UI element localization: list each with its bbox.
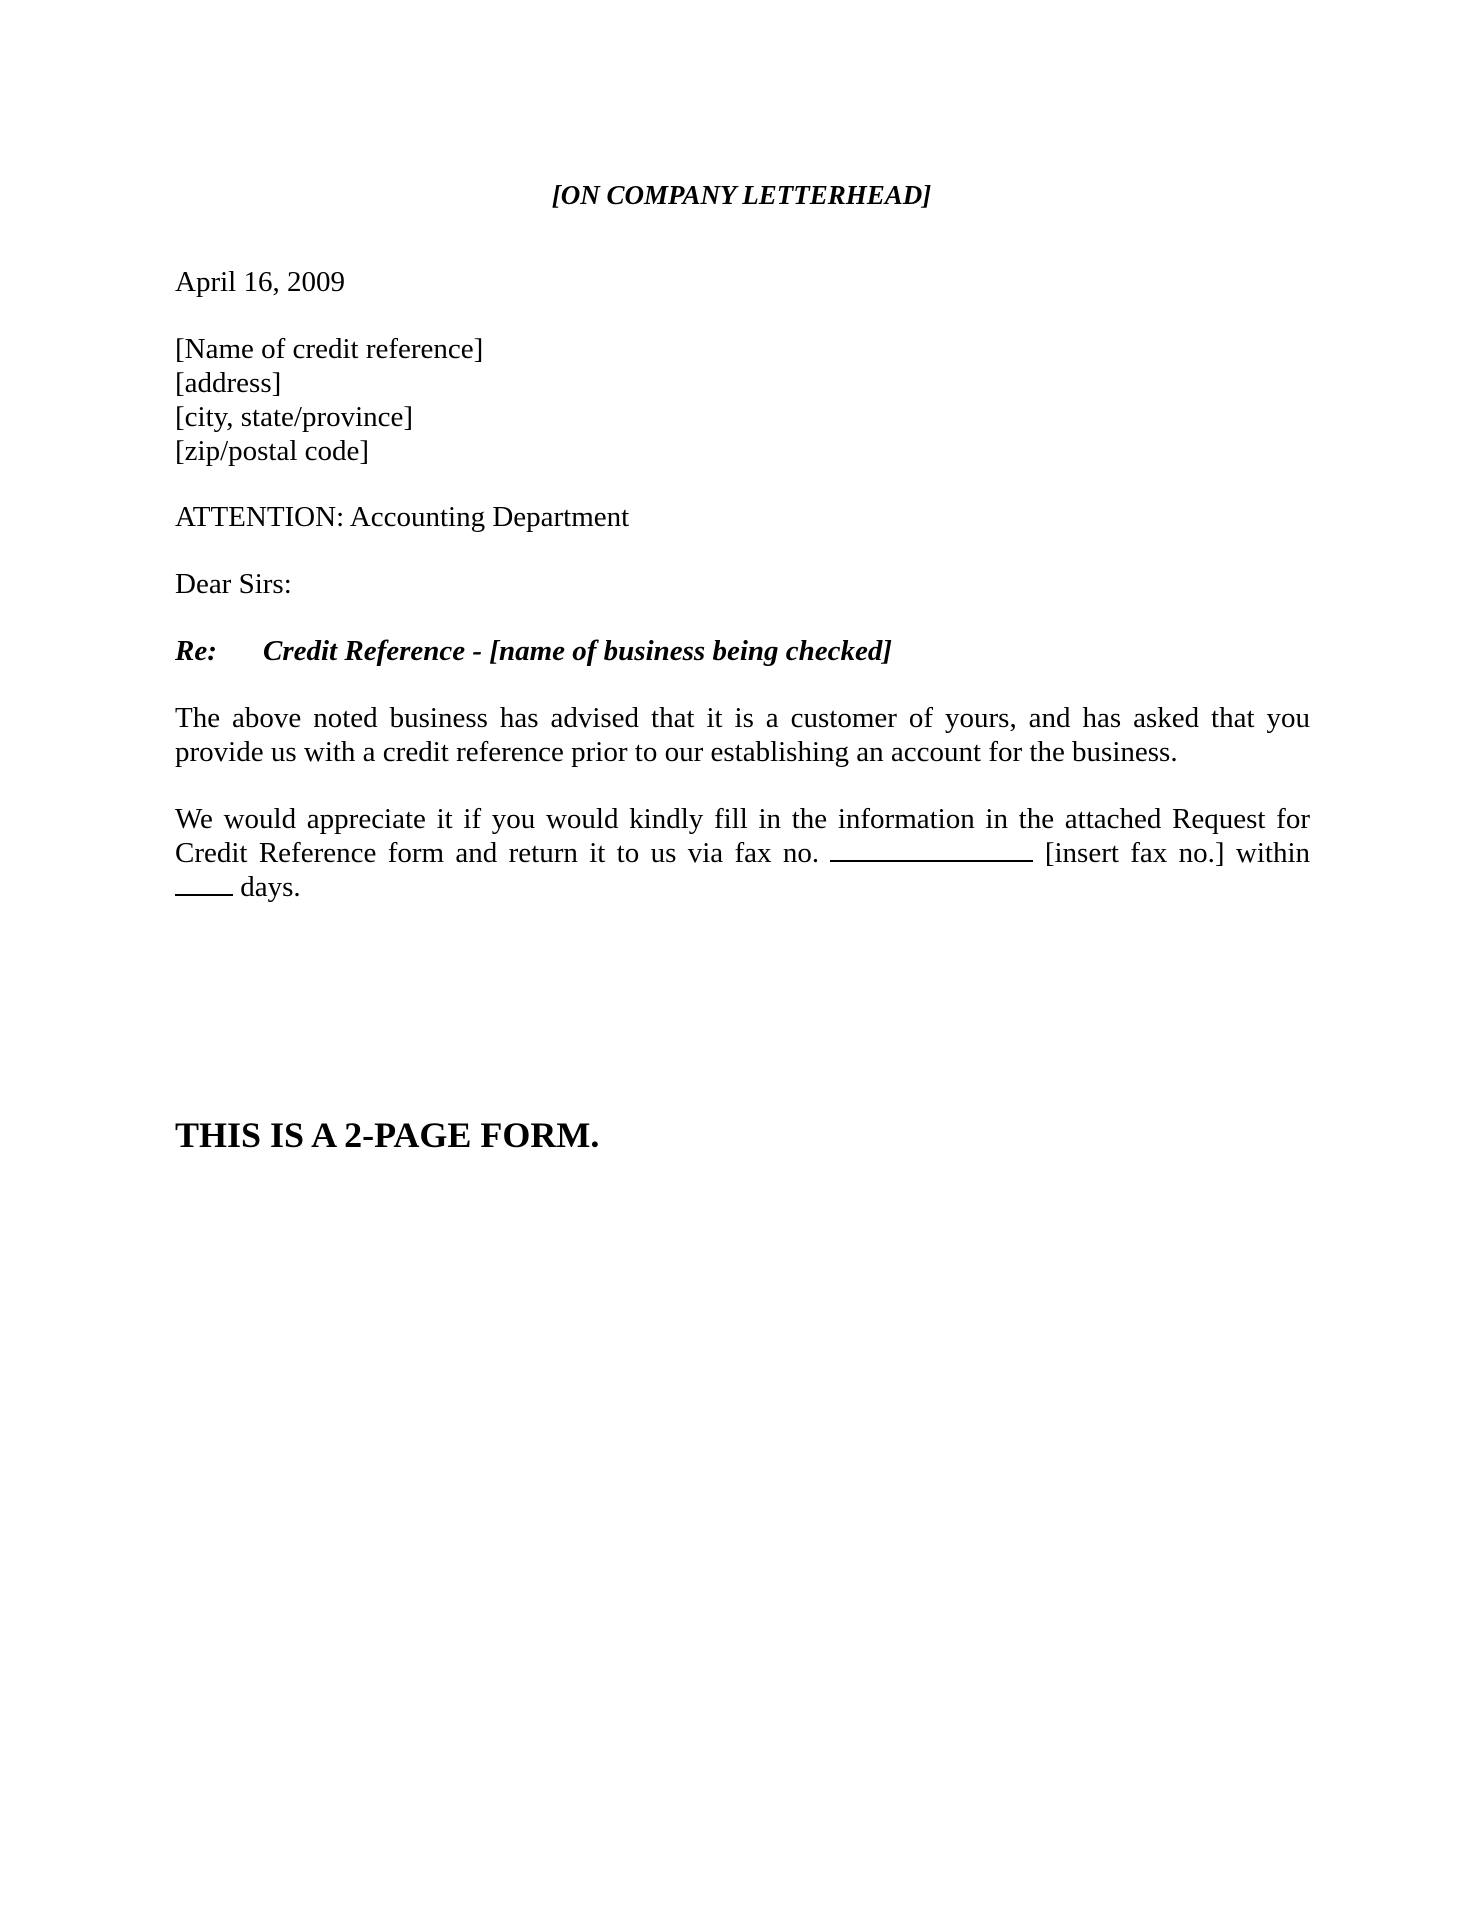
body-paragraph-1: The above noted business has advised that it is a customer of yours, and has asked that you provide us with a credit reference prior to our establishing an account for the business. — [175, 702, 1310, 768]
paragraph2-text-after-fax: [insert fax no.] within — [1044, 837, 1311, 869]
recipient-name: [Name of credit reference] — [175, 333, 484, 365]
recipient-address-block — [175, 332, 1310, 468]
paragraph2-text-before-fax: We would appreciate it if you would kindly fill in the information in the attached Request for Credit Reference form and return it to us via fax no. — [175, 803, 1310, 869]
attention-line: ATTENTION: Accounting Department — [175, 501, 630, 533]
recipient-zip: [zip/postal code] — [175, 435, 370, 467]
recipient-address: [address] — [175, 367, 282, 399]
salutation: Dear Sirs: — [175, 568, 292, 600]
re-label: Re: — [175, 635, 217, 667]
body-paragraph-2 — [175, 802, 1310, 904]
fax-number-blank[interactable] — [830, 836, 1033, 862]
recipient-city: [city, state/province] — [175, 401, 414, 433]
days-blank[interactable] — [175, 870, 233, 896]
re-subject: Credit Reference - [name of business being checked] — [263, 635, 893, 667]
two-page-form-notice: THIS IS A 2-PAGE FORM. — [175, 1115, 600, 1155]
paragraph2-text-after-days: days. — [240, 871, 301, 903]
letter-date: April 16, 2009 — [175, 266, 345, 298]
re-subject-line — [175, 634, 1310, 668]
letterhead-placeholder: [ON COMPANY LETTERHEAD] — [551, 180, 932, 210]
